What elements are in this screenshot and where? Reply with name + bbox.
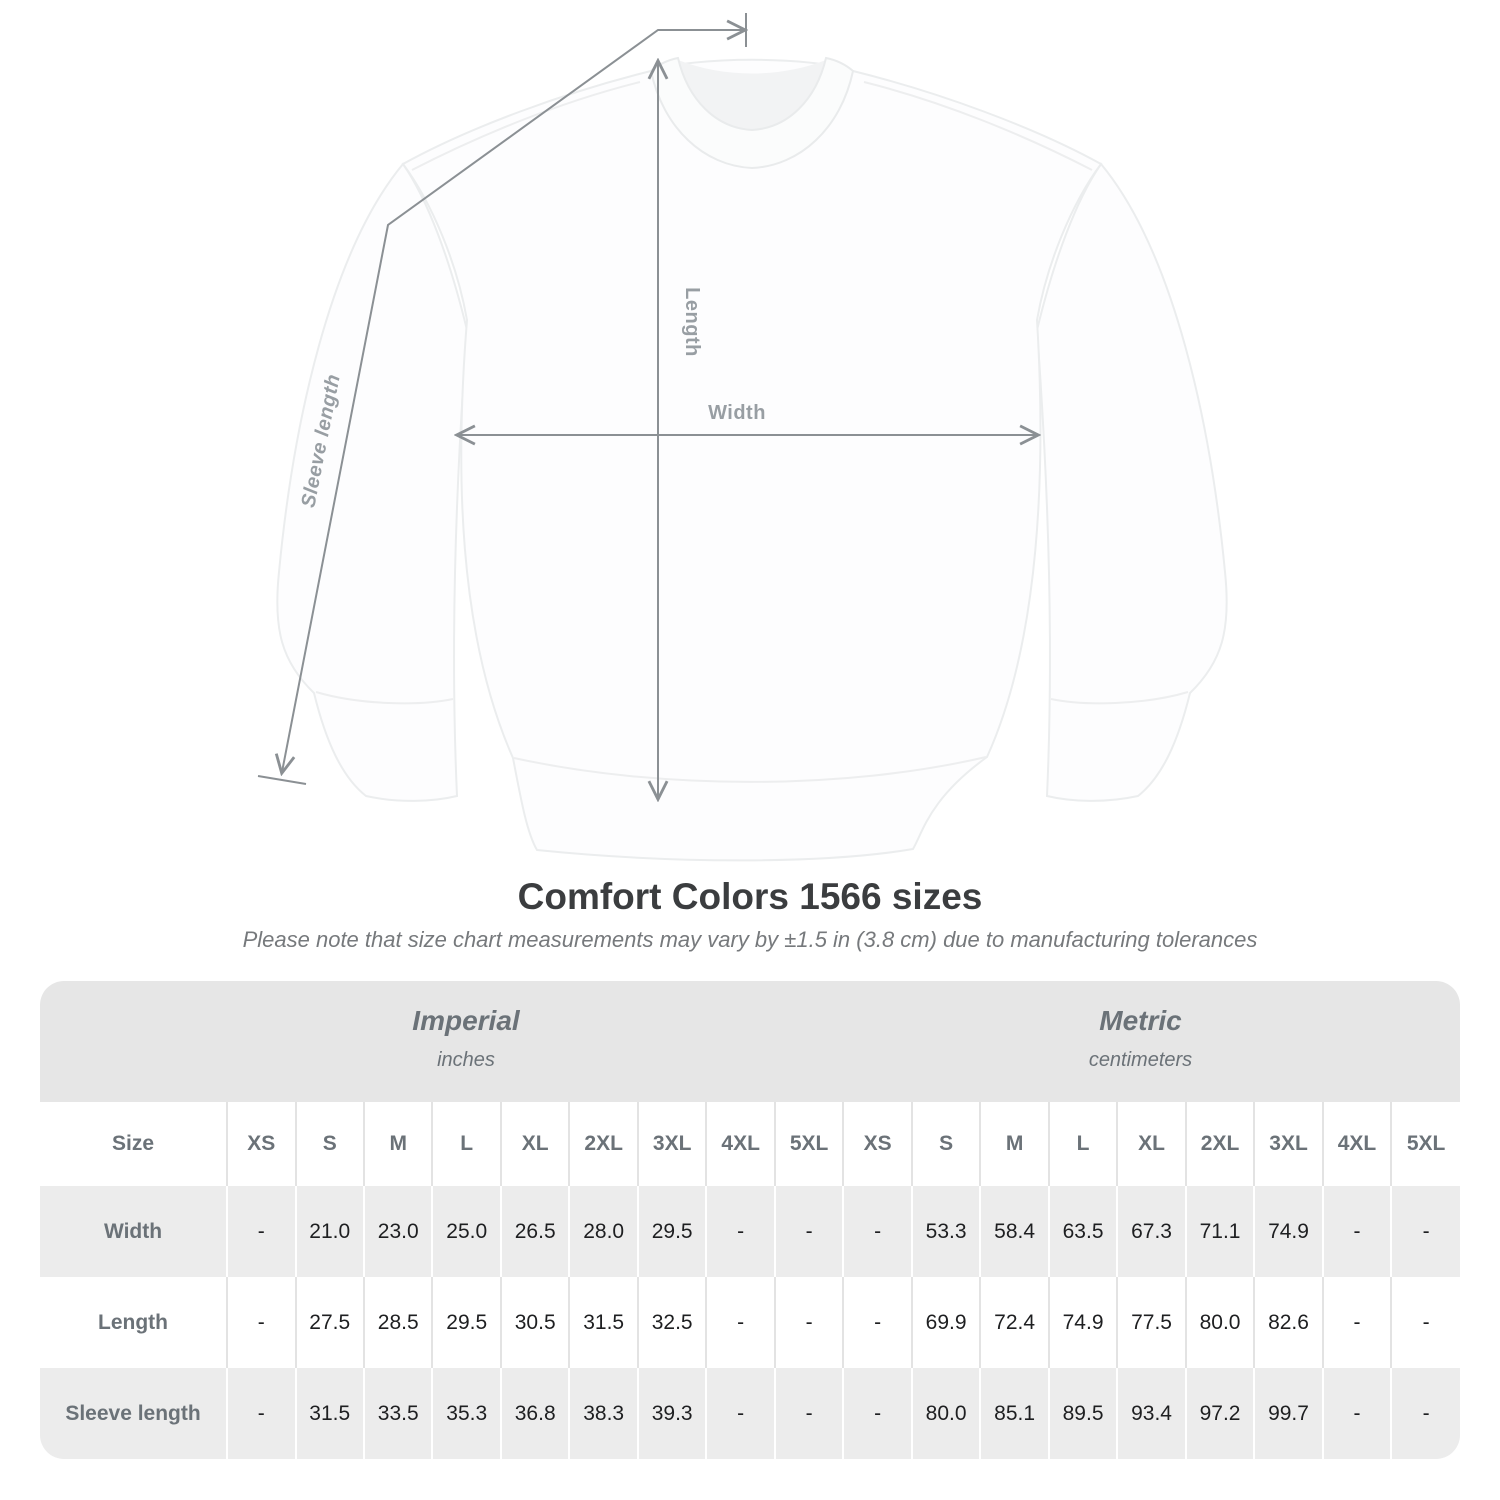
- measurement-value-cell: -: [775, 1277, 843, 1368]
- measurement-row-label: Length: [98, 1310, 168, 1334]
- measurement-value-cell: 29.5: [638, 1186, 706, 1277]
- measurement-row: [40, 1186, 1460, 1277]
- measurement-value-cell: -: [706, 1186, 774, 1277]
- measurement-value-cell: 69.9: [912, 1277, 980, 1368]
- size-col-header: M: [364, 1102, 432, 1186]
- measurement-value-cell: 71.1: [1186, 1186, 1254, 1277]
- measurement-value-cell: 74.9: [1254, 1186, 1322, 1277]
- size-col-header: M: [980, 1102, 1048, 1186]
- unit-system-header: [40, 981, 1460, 1102]
- sleeve-length-label: Sleeve length: [297, 372, 345, 510]
- measurement-value-cell: 29.5: [432, 1277, 500, 1368]
- size-col-header: XL: [1117, 1102, 1185, 1186]
- size-col-header: XS: [227, 1102, 295, 1186]
- sleeve-length-bottom-tick: [258, 776, 306, 784]
- measurement-value-cell: 80.0: [912, 1368, 980, 1459]
- measurement-value-cell: 99.7: [1254, 1368, 1322, 1459]
- size-header-label: Size: [111, 1132, 155, 1155]
- measurement-value-cell: -: [843, 1186, 911, 1277]
- metric-unit: centimeters: [1088, 1049, 1193, 1071]
- size-col-header: 2XL: [1186, 1102, 1254, 1186]
- measurement-value-cell: 63.5: [1049, 1186, 1117, 1277]
- imperial-title: Imperial: [412, 1005, 520, 1036]
- measurement-value-cell: -: [1391, 1186, 1460, 1277]
- size-col-header: 5XL: [1391, 1102, 1460, 1186]
- measurement-value-cell: 36.8: [501, 1368, 569, 1459]
- measurement-value-cell: 31.5: [569, 1277, 637, 1368]
- measurement-value-cell: 35.3: [432, 1368, 500, 1459]
- measurement-value-cell: 85.1: [980, 1368, 1048, 1459]
- measurement-value-cell: -: [1323, 1186, 1391, 1277]
- measurement-value-cell: 30.5: [501, 1277, 569, 1368]
- measurement-value-cell: 28.0: [569, 1186, 637, 1277]
- measurement-value-cell: 26.5: [501, 1186, 569, 1277]
- measurement-value-cell: 89.5: [1049, 1368, 1117, 1459]
- right-sleeve: [1037, 164, 1227, 801]
- length-label: Length: [681, 287, 703, 357]
- measurement-value-cell: -: [843, 1277, 911, 1368]
- measurement-value-cell: 32.5: [638, 1277, 706, 1368]
- measurement-value-cell: -: [227, 1186, 295, 1277]
- size-table-container: [40, 981, 1460, 1459]
- measurement-value-cell: -: [775, 1368, 843, 1459]
- measurement-value-cell: 80.0: [1186, 1277, 1254, 1368]
- measurement-value-cell: -: [1391, 1277, 1460, 1368]
- measurement-value-cell: 72.4: [980, 1277, 1048, 1368]
- measurement-value-cell: 27.5: [296, 1277, 364, 1368]
- size-col-header: S: [912, 1102, 980, 1186]
- measurement-value-cell: 39.3: [638, 1368, 706, 1459]
- measurement-value-cell: -: [843, 1368, 911, 1459]
- measurement-value-cell: 93.4: [1117, 1368, 1185, 1459]
- measurements-body: [40, 1186, 1460, 1459]
- measurement-row: [40, 1277, 1460, 1368]
- measurement-value-cell: 67.3: [1117, 1186, 1185, 1277]
- measurement-value-cell: -: [1323, 1277, 1391, 1368]
- measurement-value-cell: -: [1391, 1368, 1460, 1459]
- measurement-value-cell: 77.5: [1117, 1277, 1185, 1368]
- size-col-header: XL: [501, 1102, 569, 1186]
- tolerance-note: Please note that size chart measurements may vary by ±1.5 in (3.8 cm) due to manufacturing tolerances: [242, 927, 1258, 952]
- measurement-value-cell: -: [706, 1368, 774, 1459]
- measurement-value-cell: -: [775, 1186, 843, 1277]
- size-col-header: 3XL: [1254, 1102, 1322, 1186]
- measurement-value-cell: 58.4: [980, 1186, 1048, 1277]
- size-col-header: XS: [843, 1102, 911, 1186]
- measurement-value-cell: -: [706, 1277, 774, 1368]
- measurement-value-cell: 53.3: [912, 1186, 980, 1277]
- width-label: Width: [708, 402, 766, 424]
- measurement-value-cell: 23.0: [364, 1186, 432, 1277]
- measurement-row-label: Sleeve length: [65, 1401, 201, 1425]
- imperial-unit: inches: [437, 1049, 495, 1071]
- sweatshirt-illustration: [277, 58, 1226, 860]
- body-panel: [403, 60, 1101, 861]
- size-header-row: [40, 1102, 1460, 1186]
- size-col-header: 4XL: [706, 1102, 774, 1186]
- size-col-header: 4XL: [1323, 1102, 1391, 1186]
- measurement-value-cell: 31.5: [296, 1368, 364, 1459]
- size-col-header: 3XL: [638, 1102, 706, 1186]
- page-title: Comfort Colors 1566 sizes: [517, 876, 983, 917]
- size-col-header: 5XL: [775, 1102, 843, 1186]
- measurement-value-cell: 21.0: [296, 1186, 364, 1277]
- imperial-header: [412, 1005, 519, 1072]
- measurement-value-cell: 38.3: [569, 1368, 637, 1459]
- measurement-value-cell: -: [227, 1277, 295, 1368]
- measurement-value-cell: 82.6: [1254, 1277, 1322, 1368]
- measurement-value-cell: 97.2: [1186, 1368, 1254, 1459]
- size-col-header: L: [1049, 1102, 1117, 1186]
- size-col-header: S: [296, 1102, 364, 1186]
- measurement-value-cell: -: [227, 1368, 295, 1459]
- measurement-row: [40, 1368, 1460, 1459]
- size-table: [40, 1102, 1460, 1459]
- measurement-row-label: Width: [103, 1219, 163, 1243]
- measurement-value-cell: 74.9: [1049, 1277, 1117, 1368]
- measurement-value-cell: 28.5: [364, 1277, 432, 1368]
- metric-header: [1089, 1005, 1192, 1072]
- measurement-value-cell: 33.5: [364, 1368, 432, 1459]
- measurement-value-cell: 25.0: [432, 1186, 500, 1277]
- size-col-header: 2XL: [569, 1102, 637, 1186]
- measurement-value-cell: -: [1323, 1368, 1391, 1459]
- size-col-header: L: [432, 1102, 500, 1186]
- metric-title: Metric: [1099, 1005, 1182, 1036]
